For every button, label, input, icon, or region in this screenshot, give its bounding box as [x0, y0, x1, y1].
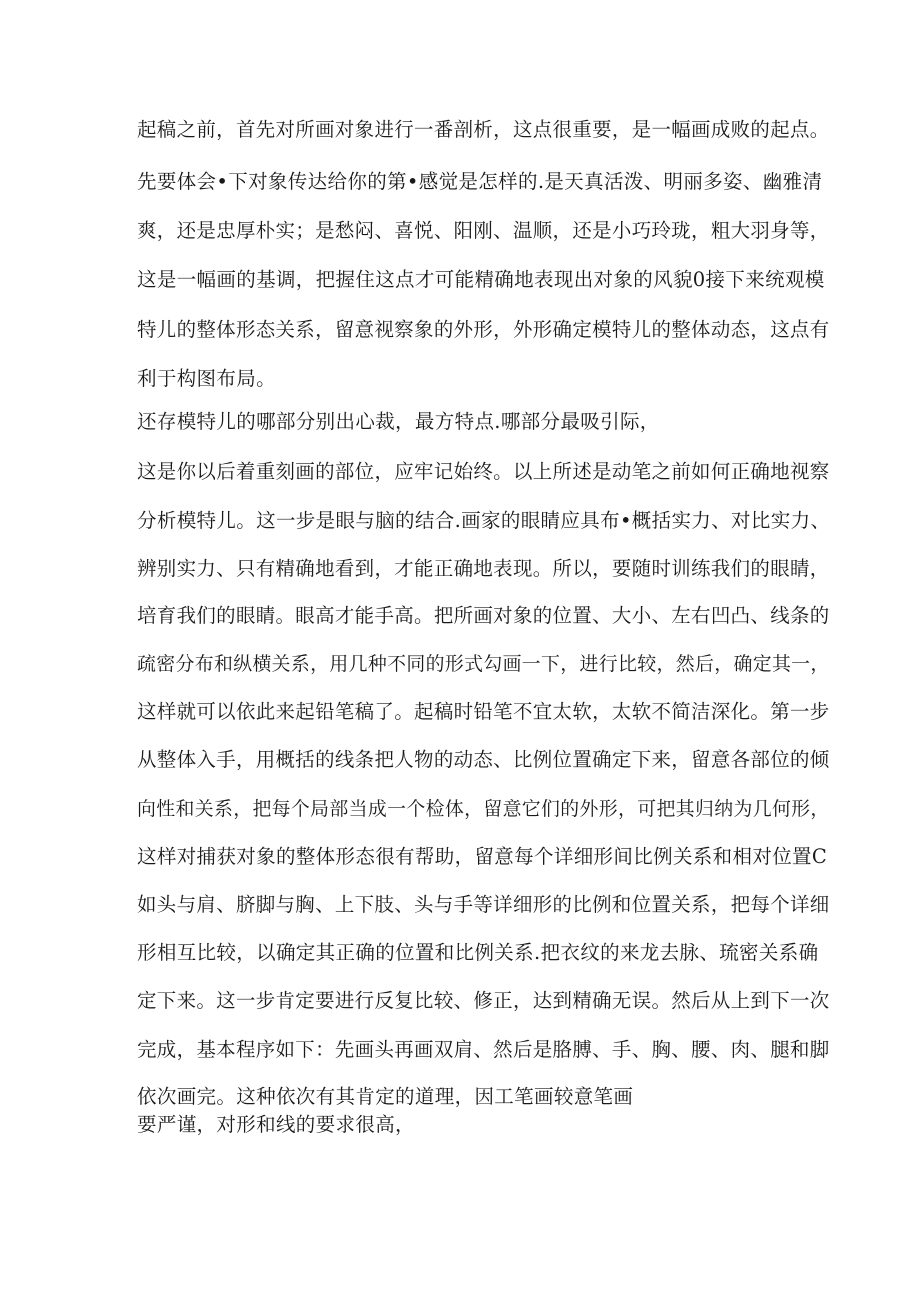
text-line: 依次画完。这种依次有其肯定的道理，因工笔画较意笔画: [137, 1085, 634, 1108]
text-line: 这是你以后着重刻画的部位，应牢记始终。以上所述是动笔之前如何正确地视察: [137, 460, 830, 483]
text-line: 形相互比较，以确定其正确的位置和比例关系.把衣纹的来龙去脉、琉密关系确: [137, 941, 819, 964]
text-line: 利于构图布局。: [137, 367, 276, 390]
text-line: 向性和关系，把每个局部当成一个检体，留意它们的外形，可把其归纳为几何形，: [137, 798, 830, 820]
text-line: 辨别实力、只有精确地看到，才能正确地表现。所以，要随时训练我们的眼睛，: [137, 557, 830, 580]
text-line: 要严谨，对形和线的要求很高，: [137, 1113, 415, 1136]
text-line: 这样就可以依此来起铅笔稿了。起稿时铅笔不宜太软，太软不简洁深化。第一步: [137, 700, 830, 723]
text-line: 特儿的整体形态关系，留意视察象的外形，外形确定模特儿的整体动态，这点有: [137, 318, 830, 341]
text-line: 从整体入手，用概括的线条把人物的动态、比例位置确定下来，留意各部位的倾: [137, 748, 830, 771]
text-line: 定下来。这一步肯定要进行反复比较、修正，达到精确无误。然后从上到下一次: [137, 989, 830, 1012]
text-line: 先要体会•下对象传达给你的第•感觉是怎样的.是天真活泼、明丽多姿、幽雅清: [137, 170, 823, 193]
text-line: 还存模特儿的哪部分别出心裁，最方特点.哪部分最吸引际，: [137, 410, 660, 433]
text-line: 分析模特儿。这一步是眼与脑的结合.画家的眼睛应具布•概括实力、对比实力、: [137, 509, 831, 532]
text-line: 这是一幅画的基调，把握住这点才可能精确地表现出对象的风貌0接下来统观模: [137, 268, 825, 291]
text-line: 如头与肩、脐脚与胸、上下肢、头与手等详细形的比例和位置关系，把每个详细: [137, 893, 830, 916]
text-line: 完成，基本程序如下：先画头再画双肩、然后是胳膊、手、胸、腰、肉、腿和脚: [137, 1038, 830, 1061]
text-line: 这样对捕获对象的整体形态很有帮助，留意每个详细形间比例关系和相对位置C: [137, 845, 828, 868]
text-line: 爽，还是忠厚朴实；是愁闷、喜悦、阳刚、温顺，还是小巧玲珑，粗大羽身等，: [137, 219, 830, 242]
text-line: 培育我们的眼睛。眼高才能手高。把所画对象的位置、大小、左右凹凸、线条的: [137, 604, 830, 627]
text-line: 起稿之前，首先对所画对象进行一番剖析，这点很重要，是一幅画成败的起点。: [137, 118, 830, 141]
text-line: 疏密分布和纵横关系，用几种不同的形式勾画一下，进行比较，然后，确定其一，: [137, 653, 830, 675]
